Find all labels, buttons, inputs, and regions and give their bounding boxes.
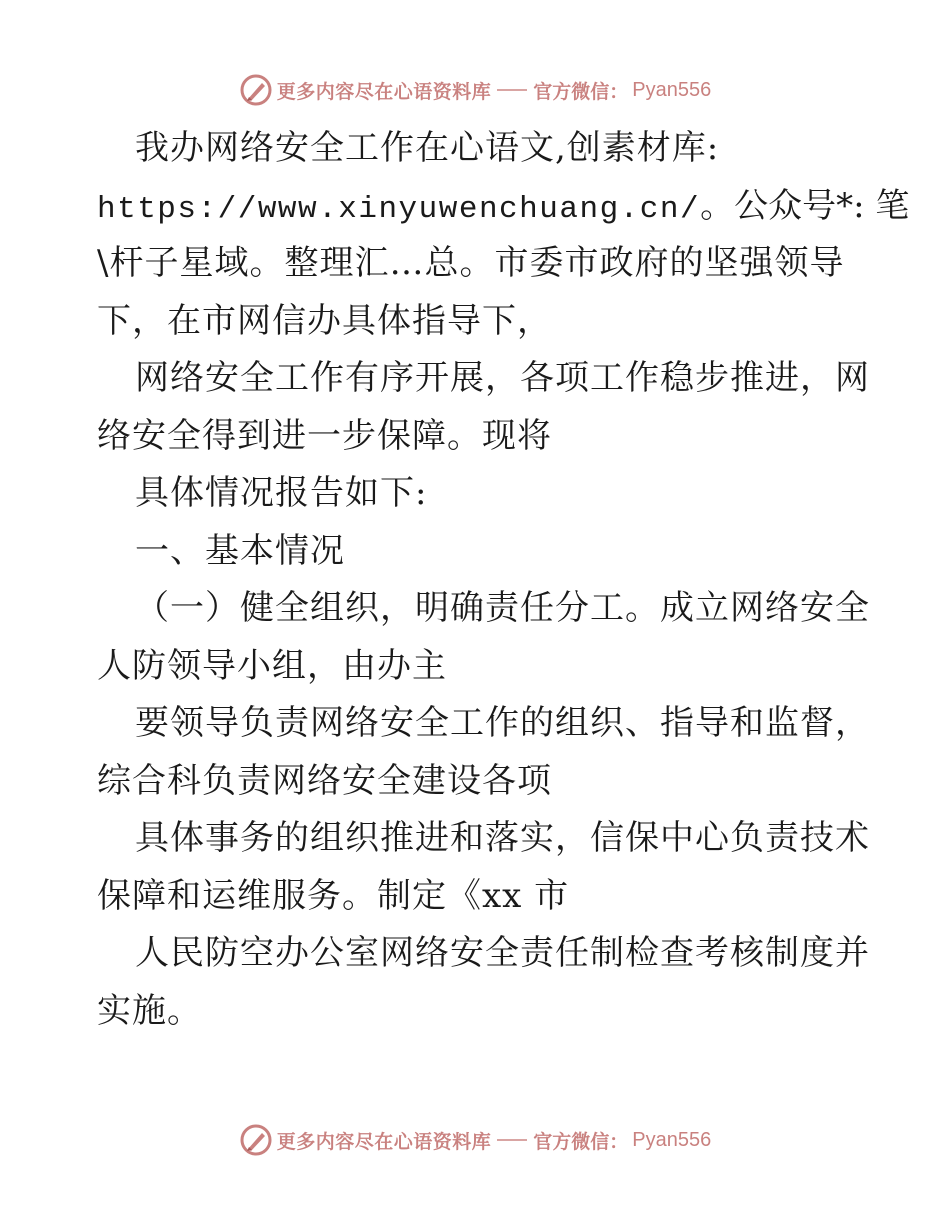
pen-logo-icon	[239, 73, 273, 107]
body-line-11: 要领导负责网络安全工作的组织、指导和监督，	[135, 703, 870, 743]
body-line-2	[97, 178, 910, 236]
body-line-9: （一）健全组织，明确责任分工。成立网络安全	[135, 588, 870, 628]
footer-banner-dash	[497, 1139, 527, 1141]
header-wechat-id: Pyan556	[632, 78, 712, 101]
footer-wechat-label: 官方微信：	[533, 1130, 629, 1153]
body-line-16: 实施。	[97, 990, 202, 1031]
header-banner	[0, 70, 950, 110]
body-line-12: 综合科负责网络安全建设各项	[97, 760, 552, 801]
body-line-14: 保障和运维服务。制定《xx 市	[97, 875, 570, 916]
body-url: https://www.xinyuwenchuang.cn/	[97, 191, 701, 227]
footer-banner	[0, 1120, 950, 1160]
body-line-2-tail: 。公众号*: 笔	[700, 185, 910, 226]
body-line-13: 具体事务的组织推进和落实，信保中心负责技术	[135, 818, 870, 858]
body-line-1: 我办网络安全工作在心语文,创素材库:	[135, 128, 720, 168]
body-line-7: 具体情况报告如下:	[135, 473, 428, 513]
body-line-6: 络安全得到进一步保障。现将	[97, 415, 552, 456]
section-heading-1: 一、基本情况	[135, 530, 345, 571]
header-wechat-label: 官方微信：	[533, 80, 629, 103]
body-line-3: \杆子星域。整理汇…总。市委市政府的坚强领导	[97, 243, 845, 283]
body-line-10: 人防领导小组，由办主	[97, 645, 447, 686]
document-body	[97, 120, 910, 1040]
footer-banner-text: 更多内容尽在心语资料库	[276, 1130, 492, 1153]
footer-wechat-id: Pyan556	[632, 1128, 712, 1151]
body-line-5: 网络安全工作有序开展，各项工作稳步推进，网	[135, 358, 870, 398]
body-line-15: 人民防空办公室网络安全责任制检查考核制度并	[135, 933, 870, 973]
body-line-4: 下，在市网信办具体指导下，	[97, 300, 552, 341]
pen-logo-icon	[239, 1123, 273, 1157]
header-banner-dash	[497, 89, 527, 91]
header-banner-text: 更多内容尽在心语资料库	[276, 80, 492, 103]
